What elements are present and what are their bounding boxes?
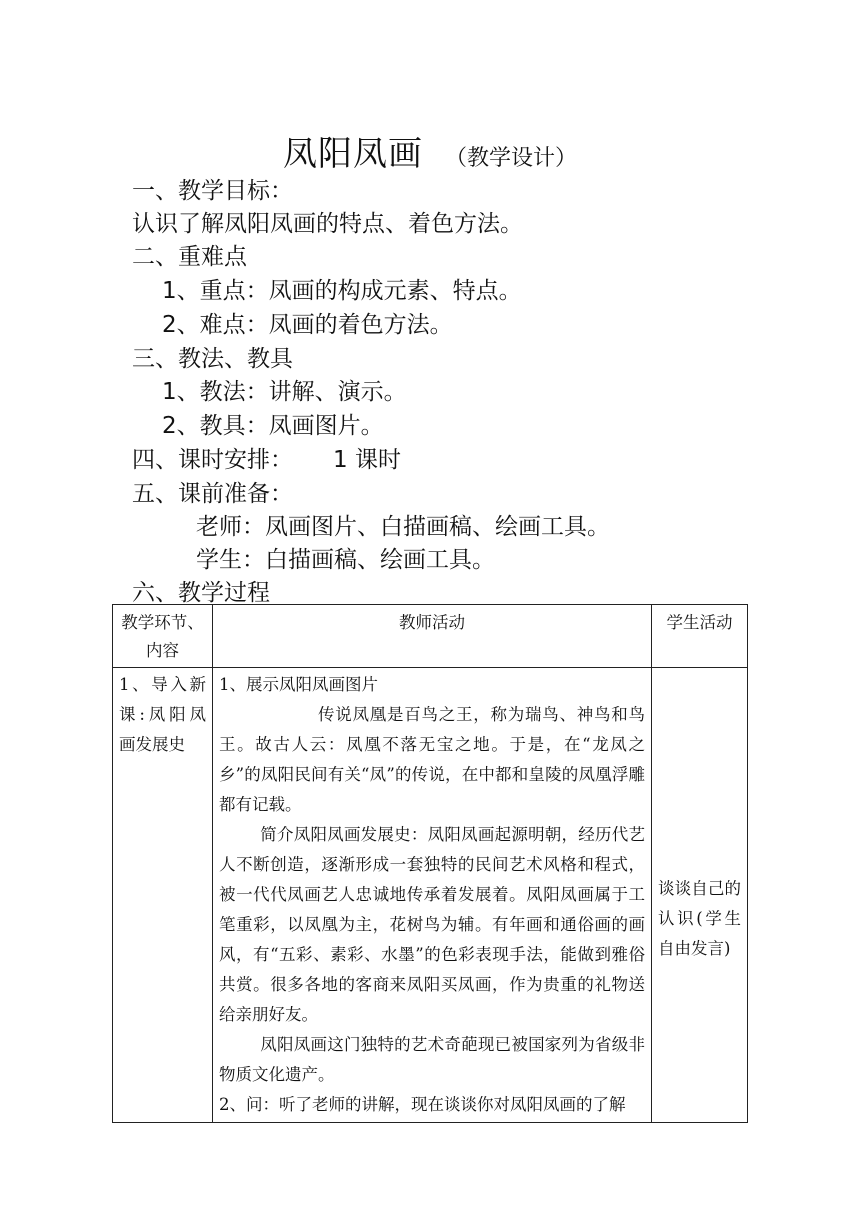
teaching-process-table — [112, 604, 748, 1123]
cell-stage: 1、导入新课:凤阳凤画发展史 — [113, 668, 213, 1123]
title-subtitle: （教学设计） — [444, 146, 577, 171]
section-2-item-2: 2、难点：凤画的着色方法。 — [162, 312, 453, 338]
teacher-step-1: 1、展示凤阳凤画图片 — [219, 675, 378, 694]
section-5-student: 学生：白描画稿、绘画工具。 — [196, 547, 495, 573]
teacher-paragraph-history: 简介凤阳凤画发展史：凤阳凤画起源明朝，经历代艺人不断创造，逐渐形成一套独特的民间艺术风格和程式，被一代代凤画艺人忠诚地传承着发展着。凤阳凤画属于工笔重彩，以凤凰为主，花树鸟为辅。有年画和通俗画的画风，有“五彩、素彩、水墨”的色彩表现手法，能做到雅俗共赏。很多各地的客商来凤阳买凤画，作为贵重的礼物送给亲朋好友。 — [219, 825, 645, 1024]
section-5-teacher: 老师：凤画图片、白描画稿、绘画工具。 — [196, 514, 610, 540]
header-stage: 教学环节、内容 — [113, 605, 213, 668]
cell-student-activity: 谈谈自己的认识(学生自由发言) — [652, 668, 748, 1123]
teacher-paragraph-heritage: 凤阳凤画这门独特的艺术奇葩现已被国家列为省级非物质文化遗产。 — [219, 1035, 645, 1084]
section-2-heading: 二、重难点 — [132, 244, 247, 270]
header-teacher-activity: 教师活动 — [213, 605, 652, 668]
teacher-paragraph-legend: 传说凤凰是百鸟之王，称为瑞鸟、神鸟和鸟王。故古人云：凤凰不落无宝之地。于是，在“龙凤之乡”的凤阳民间有关“凤”的传说，在中都和皇陵的凤凰浮雕都有记载。 — [219, 705, 645, 814]
section-1-heading: 一、教学目标： — [132, 178, 293, 204]
header-student-activity: 学生活动 — [652, 605, 748, 668]
table-row — [113, 668, 748, 1123]
table-header-row — [113, 605, 748, 668]
title-main: 凤阳凤画 — [282, 134, 423, 174]
section-3-item-2: 2、教具：凤画图片。 — [162, 413, 384, 439]
section-1-text: 认识了解凤阳凤画的特点、着色方法。 — [132, 211, 523, 237]
section-6-heading: 六、教学过程 — [132, 580, 270, 606]
section-3-item-1: 1、教法：讲解、演示。 — [162, 379, 407, 405]
cell-teacher-activity — [213, 668, 652, 1123]
section-5-heading: 五、课前准备： — [132, 481, 293, 507]
section-4-heading: 四、课时安排： — [132, 447, 293, 473]
document-title — [0, 126, 860, 175]
section-2-item-1: 1、重点：凤画的构成元素、特点。 — [162, 278, 522, 304]
section-4-row — [132, 441, 401, 474]
section-4-value: 1 课时 — [333, 447, 401, 473]
section-3-heading: 三、教法、教具 — [132, 346, 293, 372]
teacher-step-2: 2、问：听了老师的讲解，现在谈谈你对凤阳凤画的了解 — [219, 1095, 626, 1114]
